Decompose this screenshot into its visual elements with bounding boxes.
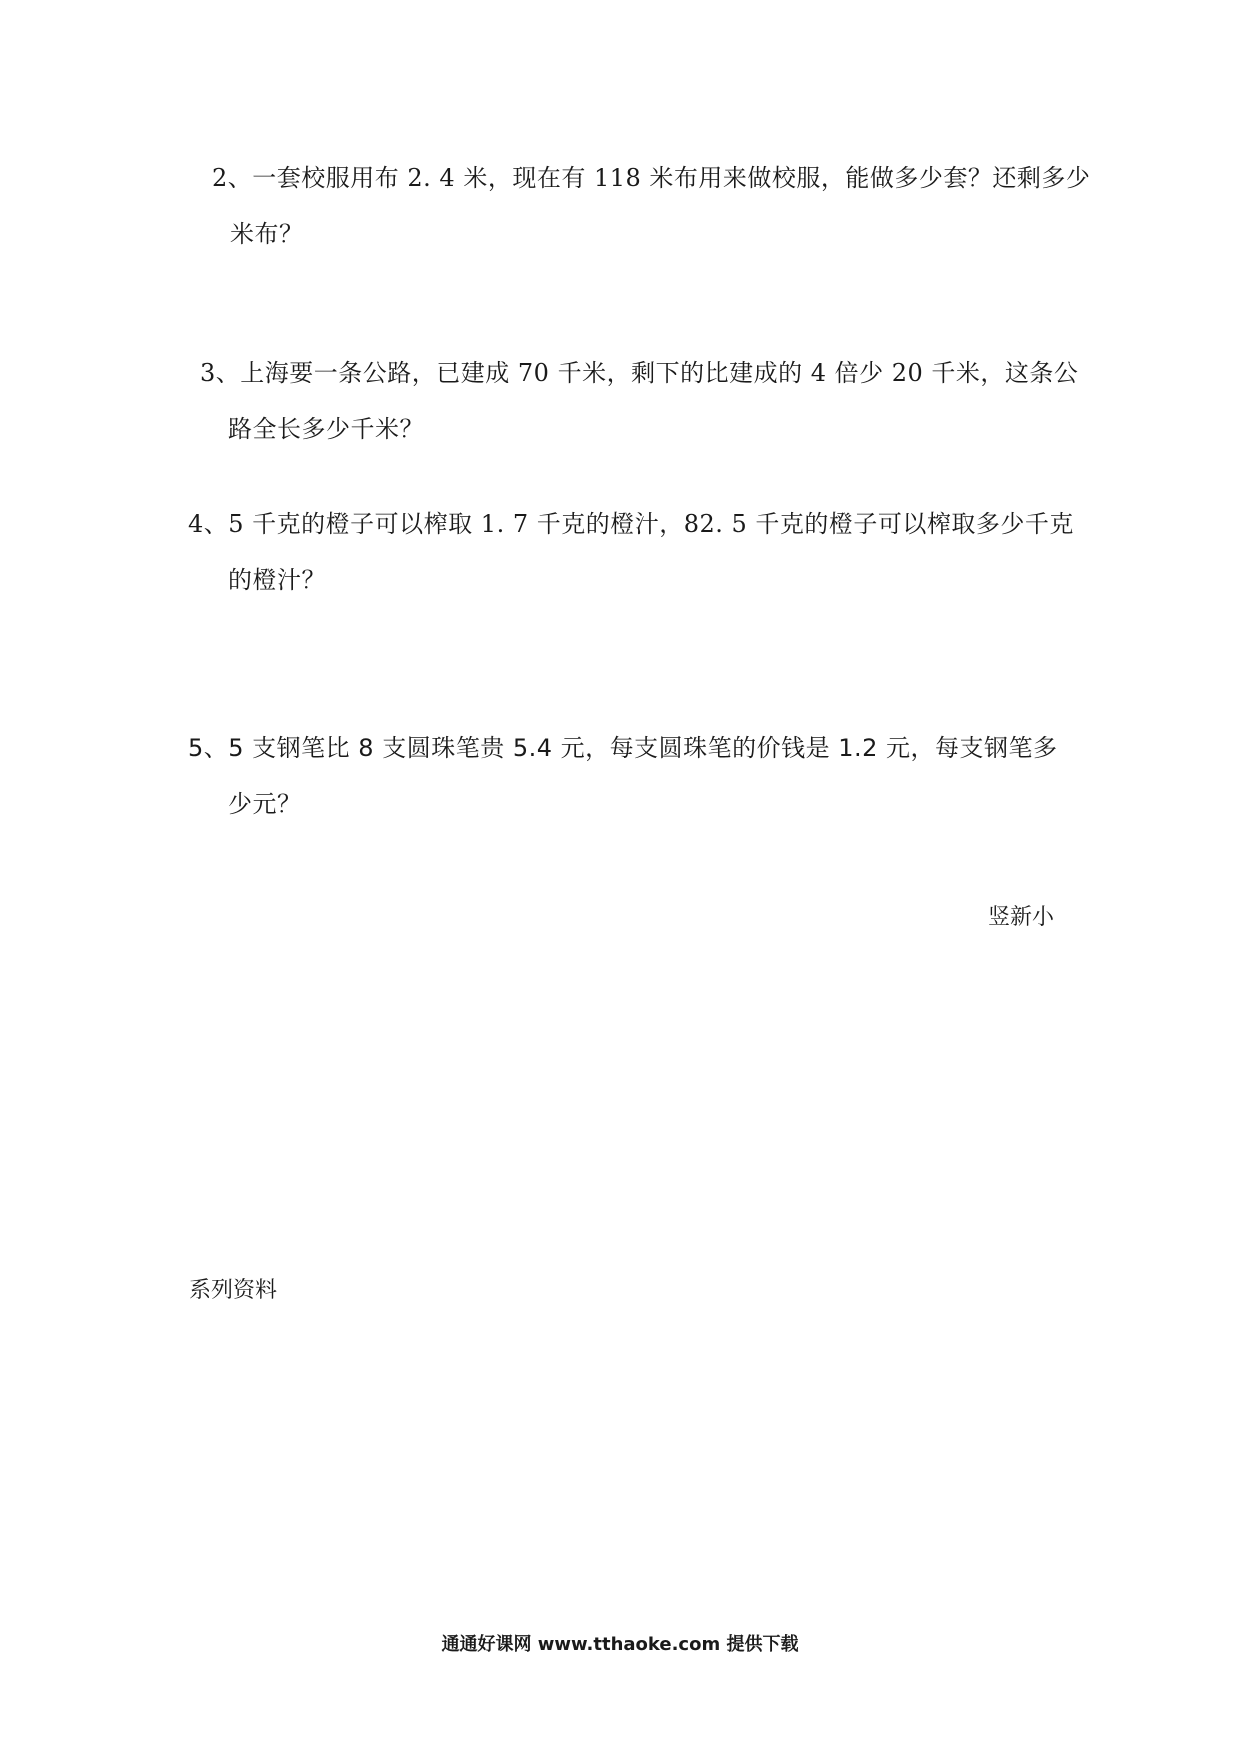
question-2 <box>212 150 1090 262</box>
question-4-line-2: 的橙汁？ <box>228 566 326 594</box>
question-4-line-1: 4、5 千克的橙子可以榨取 1. 7 千克的橙汁，82. 5 千克的橙子可以榨取多少千克 <box>188 510 1074 538</box>
question-2-line-2: 米布？ <box>230 220 304 248</box>
question-5-line-2: 少元？ <box>228 790 302 818</box>
left-note: 系列资料 <box>189 1278 278 1303</box>
footer-credit: 通通好课网 www.tthaoke.com 提供下载 <box>441 1634 799 1655</box>
right-note: 竖新小 <box>987 905 1054 930</box>
question-5-line-1: 5、5 支钢笔比 8 支圆珠笔贵 5.4 元，每支圆珠笔的价钱是 1.2 元，每支钢笔多 <box>188 734 1058 762</box>
question-5 <box>188 720 1058 832</box>
question-2-line-1: 2、一套校服用布 2. 4 米，现在有 118 米布用来做校服，能做多少套？还剩多少 <box>212 164 1091 192</box>
question-3 <box>200 345 1078 457</box>
question-4 <box>188 496 1074 608</box>
question-3-line-1: 3、上海要一条公路，已建成 70 千米，剩下的比建成的 4 倍少 20 千米，这条公 <box>200 359 1079 387</box>
question-3-line-2: 路全长多少千米？ <box>228 415 424 443</box>
